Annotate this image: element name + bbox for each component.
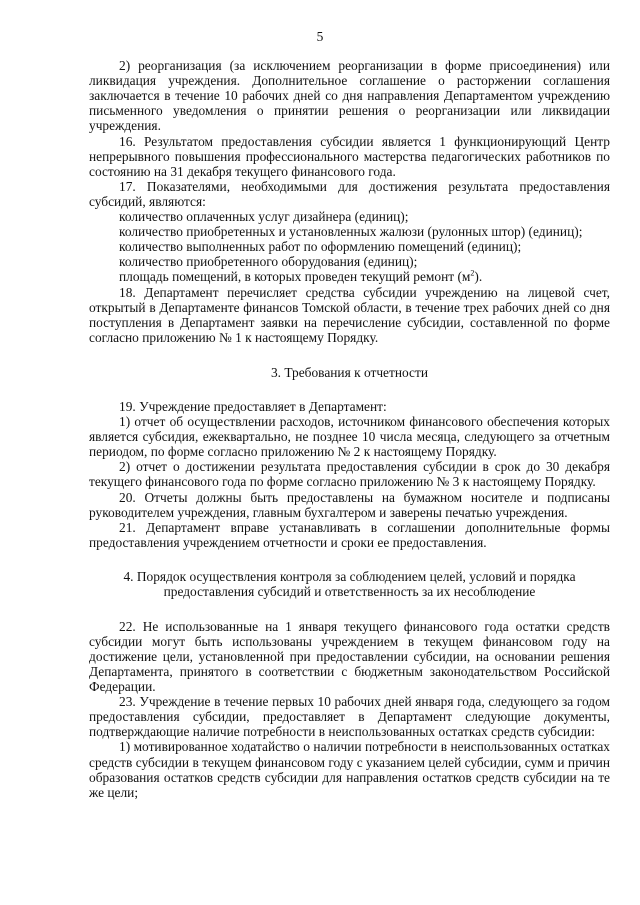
indicator-area-text: площадь помещений, в которых проведен текущий ремонт (м	[119, 269, 471, 285]
paragraph-20: 20. Отчеты должны быть предоставлены на бумажном носителе и подписаны руководителем учреждения, главным бухгалтером и заверены печатью учреждения.	[89, 489, 610, 520]
paragraph-reorganization: 2) реорганизация (за исключением реорганизации в форме присоединения) или ликвидация учреждения. Дополнительное соглашение о расторжении соглашения заключается в течение 10 рабочих дней со дня направления Департаментом учреждению письменного уведомления о принятии решения о реорганизации или ликвидации учреждения.	[89, 58, 610, 134]
section-4-heading-line-1: 4. Порядок осуществления контроля за соблюдением целей, условий и порядка	[123, 568, 576, 584]
paragraph-19-1: 1) отчет об осуществлении расходов, источником финансового обеспечения которых является субсидия, ежеквартально, не позднее 10 числа месяца, следующего за отчетным периодом, по форме согласно приложению № 2 к настоящему Порядку.	[89, 414, 610, 460]
section-4-heading	[89, 569, 610, 600]
paragraph-17: 17. Показателями, необходимыми для достижения результата предоставления субсидий, являются:	[89, 178, 610, 209]
paragraph-23-1: 1) мотивированное ходатайство о наличии потребности в неиспользованных остатках средств субсидии в текущем финансовом году с указанием целей субсидии, сумм и причин образования остатков средств субсидии для направления остатков средств субсидии на те же цели;	[89, 739, 610, 800]
paragraph-16: 16. Результатом предоставления субсидии является 1 функционирующий Центр непрерывного повышения профессионального мастерства педагогических работников по состоянию на 31 декабря текущего финансового года.	[89, 133, 610, 179]
indicator-area-tail: ).	[474, 269, 483, 285]
indicator-item: количество оплаченных услуг дизайнера (единиц);	[119, 209, 409, 225]
paragraph-21: 21. Департамент вправе устанавливать в соглашении дополнительные формы предоставления учреждением отчетности и сроки ее предоставления.	[89, 519, 610, 550]
indicator-item: количество приобретенных и установленных жалюзи (рулонных штор) (единиц);	[119, 224, 583, 240]
paragraph-22: 22. Не использованные на 1 января текущего финансового года остатки средств субсидии могут быть использованы учреждением в текущем финансовом году на достижение цели, установленной при предоставлении субсидии, на основании решения Департамента, принятого в соответствии с бюджетным законодательством Российской Федерации.	[89, 618, 610, 695]
superscript-2: 2	[470, 268, 475, 278]
paragraph-23: 23. Учреждение в течение первых 10 рабочих дней января года, следующего за годом предоставления субсидии, предоставляет в Департамент следующие документы, подтверждающие наличие потребности в неиспользованных остатках средств субсидии:	[89, 694, 610, 740]
page-number: 5	[316, 29, 324, 44]
indicator-item: количество выполненных работ по оформлению помещений (единиц);	[119, 239, 522, 255]
indicator-item-area	[89, 269, 610, 284]
paragraph-18: 18. Департамент перечисляет средства субсидии учреждению на лицевой счет, открытый в Департаменте финансов Томской области, в течение трех рабочих дней со дня поступления в Департамент заявки на перечисление субсидии, составленной по форме согласно приложению № 1 к настоящему Порядку.	[89, 284, 610, 345]
indicator-item: количество приобретенного оборудования (единиц);	[119, 254, 418, 270]
paragraph-19: 19. Учреждение предоставляет в Департамент:	[119, 398, 387, 414]
paragraph-19-2: 2) отчет о достижении результата предоставления субсидии в срок до 30 декабря текущего финансового года по форме согласно приложению № 3 к настоящему Порядку.	[89, 459, 610, 490]
section-3-heading: 3. Требования к отчетности	[270, 364, 429, 380]
section-4-heading-line-2: предоставления субсидий и ответственность за их несоблюдение	[163, 584, 536, 600]
